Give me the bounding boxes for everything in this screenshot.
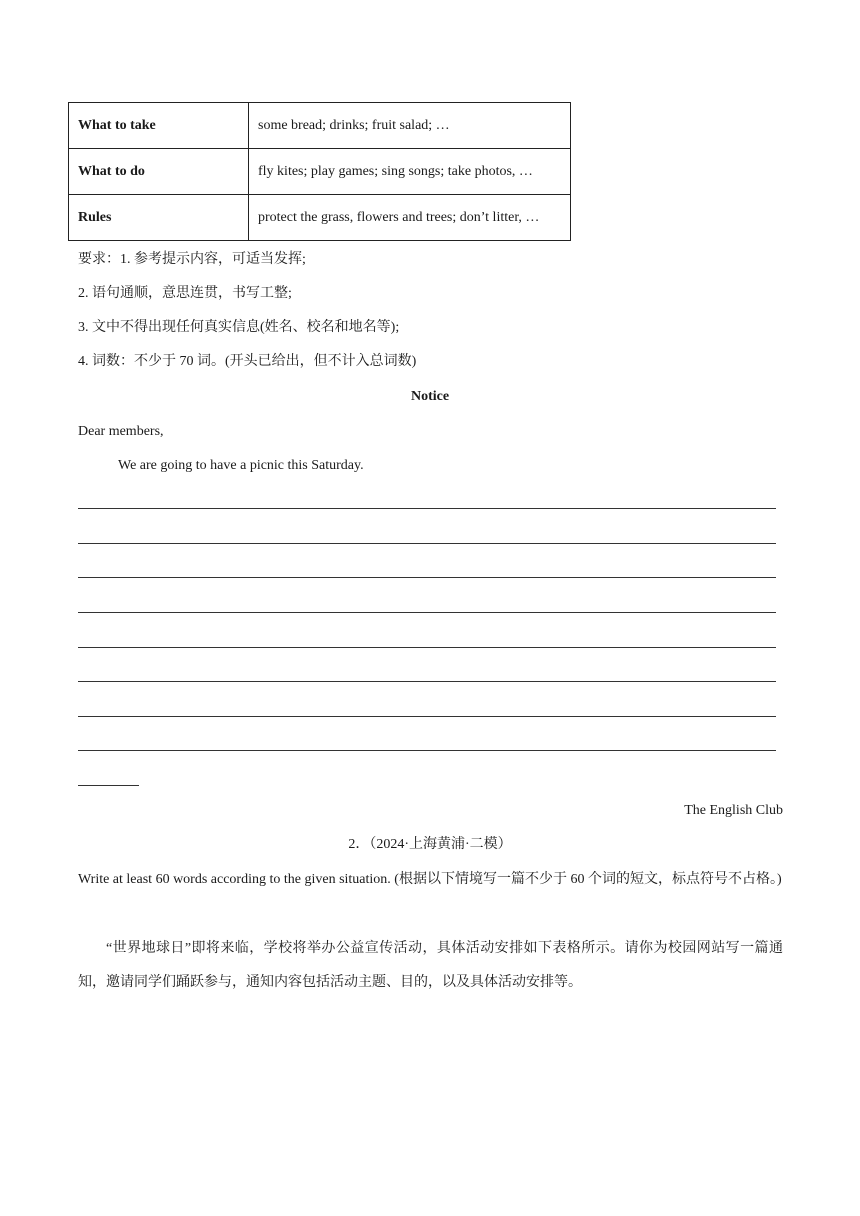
writing-line[interactable] bbox=[78, 543, 776, 544]
writing-line[interactable] bbox=[78, 647, 776, 648]
table-row bbox=[69, 103, 571, 149]
picnic-plan-table bbox=[68, 102, 571, 241]
requirement-3: 3. 文中不得出现任何真实信息(姓名、校名和地名等); bbox=[78, 320, 400, 335]
table-key-cell: Rules bbox=[69, 195, 249, 241]
notice-title: Notice bbox=[410, 389, 450, 404]
writing-line[interactable] bbox=[78, 577, 776, 578]
writing-line[interactable] bbox=[78, 612, 776, 613]
writing-line[interactable] bbox=[78, 750, 776, 751]
question-instruction: Write at least 60 words according to the given situation. (根据以下情境写一篇不少于 60 个词的短文，标点符号不占格。) bbox=[78, 872, 782, 887]
notice-salutation: Dear members, bbox=[78, 424, 164, 439]
writing-line-end[interactable] bbox=[78, 785, 139, 786]
table-key-cell: What to take bbox=[69, 103, 249, 149]
notice-opening: We are going to have a picnic this Saturday. bbox=[118, 458, 364, 473]
table-value-cell: some bread; drinks; fruit salad; … bbox=[249, 103, 571, 149]
writing-line[interactable] bbox=[78, 716, 776, 717]
requirement-1: 要求：1. 参考提示内容，可适当发挥; bbox=[78, 252, 306, 267]
question-number: 2．（2024·上海黄浦·二模） bbox=[348, 837, 512, 852]
writing-line[interactable] bbox=[78, 681, 776, 682]
table-row bbox=[69, 149, 571, 195]
table-row bbox=[69, 195, 571, 241]
table-key-cell: What to do bbox=[69, 149, 249, 195]
requirement-4: 4. 词数：不少于 70 词。(开头已给出，但不计入总词数) bbox=[78, 354, 417, 369]
table-value-cell: protect the grass, flowers and trees; don’t litter, … bbox=[249, 195, 571, 241]
question-situation: “世界地球日”即将来临，学校将举办公益宣传活动，具体活动安排如下表格所示。请你为校园网站写一篇通知，邀请同学们踊跃参与，通知内容包括活动主题、目的，以及具体活动安排等。 bbox=[78, 941, 783, 990]
notice-signature: The English Club bbox=[684, 803, 783, 818]
writing-line[interactable] bbox=[78, 508, 776, 509]
requirement-2: 2. 语句通顺，意思连贯，书写工整; bbox=[78, 286, 292, 301]
table-value-cell: fly kites; play games; sing songs; take photos, … bbox=[249, 149, 571, 195]
